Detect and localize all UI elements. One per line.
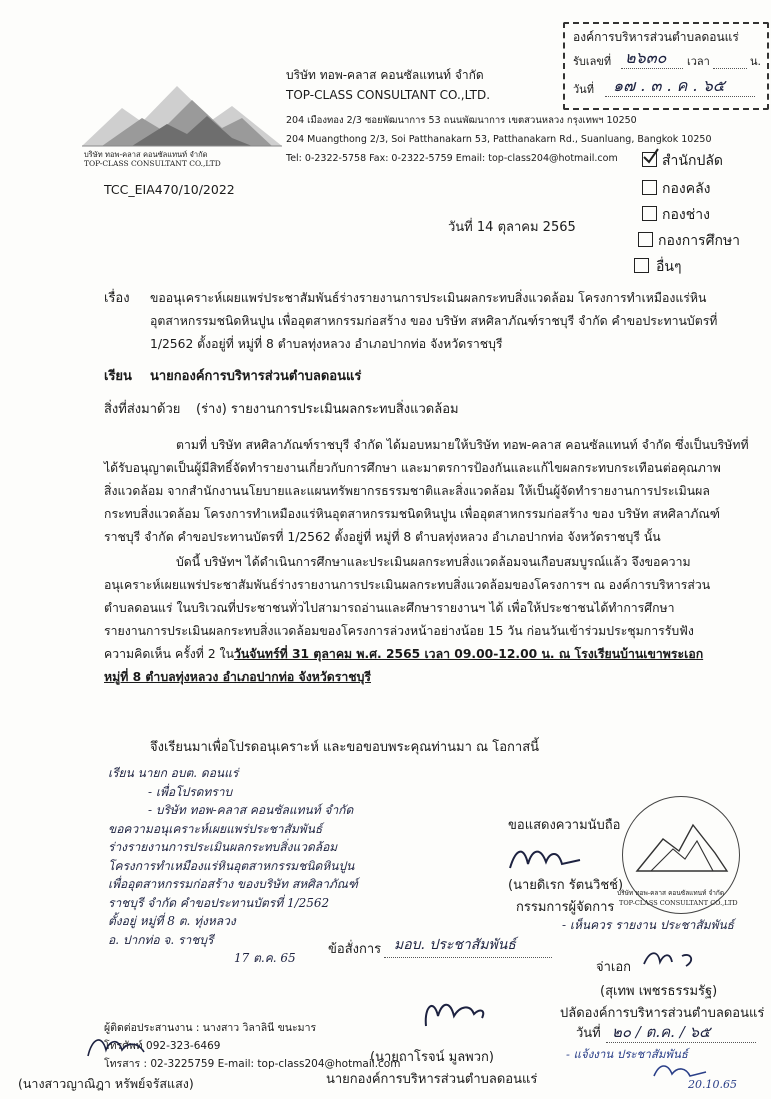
stamp-date: ๑๗ . ๓ . ค . ๖๕ (613, 76, 725, 95)
seal-mountain-icon (623, 809, 739, 879)
checkbox-education[interactable] (638, 232, 653, 247)
checkbox-finance[interactable] (642, 180, 657, 195)
to-recipient: นายกองค์การบริหารส่วนตำบลดอนแร่ (150, 369, 362, 384)
bottom-right-note: - แจ้งงาน ประชาสัมพันธ์ (566, 1047, 688, 1061)
to-label: เรียน (104, 369, 132, 384)
receipt-stamp (563, 22, 769, 110)
subject-label: เรื่อง (104, 291, 130, 306)
checkbox-office[interactable] (642, 152, 657, 167)
checkbox-label-finance: กองคลัง (662, 181, 711, 197)
para1-line-5: ราชบุรี จำกัด คำขอประทานบัตรที่ 1/2562 ตั้งอยู่ที่ หมู่ที่ 8 ตำบลทุ่งหลวง อำเภอปากท่อ จังหวัดราชบุรี นั้น (104, 530, 661, 544)
mountain-logo-icon (82, 78, 282, 148)
note-line: เรียน นายก อบต. ดอนแร่ (108, 766, 239, 780)
para2-line-5-start: ความคิดเห็น ครั้งที่ 2 ใน (104, 647, 234, 661)
contact-phone: โทรศัพท์ 092-323-6469 (104, 1040, 221, 1052)
subject-line-1: ขออนุเคราะห์เผยแพร่ประชาสัมพันธ์ร่างรายงานการประเมินผลกระทบสิ่งแวดล้อม โครงการทำเหมืองแร่หิน (150, 291, 707, 305)
note-line: ร่างรายงานการประเมินผลกระทบสิ่งแวดล้อม (108, 840, 338, 854)
checkbox-other[interactable] (634, 258, 649, 273)
enclosure-text: (ร่าง) รายงานการประเมินผลกระทบสิ่งแวดล้อม (196, 402, 459, 417)
stamp-time-label: เวลา (687, 55, 710, 68)
para1-line-3: สิ่งแวดล้อม จากสำนักงานนโยบายและแผนทรัพยากรธรรมชาติและสิ่งแวดล้อม ให้เป็นผู้จัดทำรายงานการประเมินผล (104, 484, 710, 498)
checkbox-label-office: สำนักปลัด (662, 153, 724, 169)
deputy-title: ปลัดองค์การบริหารส่วนตำบลดอนแร่ (560, 1006, 765, 1021)
note-line: - บริษัท ทอพ-คลาส คอนซัลแทนท์ จำกัด (148, 803, 354, 817)
subject-line-3: 1/2562 ตั้งอยู่ที่ หมู่ที่ 8 ตำบลทุ่งหลวง อำเภอปากท่อ จังหวัดราชบุรี (150, 337, 503, 351)
signature-clerk-icon (640, 946, 700, 972)
order-text: มอบ. ประชาสัมพันธ์ (394, 937, 516, 953)
logo-caption-th: บริษัท ทอพ-คลาส คอนซัลแทนท์ จำกัด (84, 150, 208, 159)
stamp-date-label: วันที่ (573, 83, 594, 96)
seal-caption-en: TOP-CLASS CONSULTANT CO.,LTD (619, 899, 738, 907)
para2-line-5 (104, 643, 703, 666)
note-line: โครงการทำเหมืองแร่หินอุตสาหกรรมชนิดหินปูน (108, 858, 355, 873)
meeting-location: หมู่ที่ 8 ตำบลทุ่งหลวง อำเภอปากท่อ จังหวัดราชบุรี (104, 670, 371, 684)
note-line: - เพื่อโปรดทราบ (148, 784, 233, 799)
bottom-right-date: 20.10.65 (688, 1078, 737, 1091)
closing-text: จึงเรียนมาเพื่อโปรดอนุเคราะห์ และขอขอบพระคุณท่านมา ณ โอกาสนี้ (150, 740, 540, 755)
meeting-datetime: วันจันทร์ที่ 31 ตุลาคม พ.ศ. 2565 เวลา 09.00-12.00 น. ณ โรงเรียนบ้านเขาพระเอก (233, 647, 704, 661)
checkbox-engineering[interactable] (642, 206, 657, 221)
stamp-time-suffix: น. (750, 55, 762, 68)
handwritten-note (108, 764, 358, 968)
mayor-name: (นายถาโรจน์ มูลพวก) (370, 1050, 494, 1065)
subject-line-2: อุตสาหกรรมชนิดหินปูน เพื่ออุตสาหกรรมก่อสร้าง ของ บริษัท สหศิลาภัณฑ์ราชบุรี จำกัด คำขอประทานบัตรที่ (150, 314, 718, 328)
checkmark-icon (642, 148, 660, 166)
para2-line-1: บัดนี้ บริษัทฯ ได้ดำเนินการศึกษาและประเมินผลกระทบสิ่งแวดล้อมจนเกือบสมบูรณ์แล้ว จึงขอความ (176, 555, 691, 569)
company-seal (617, 796, 740, 914)
company-logo (82, 78, 282, 168)
regards-text: ขอแสดงความนับถือ (508, 818, 621, 833)
document-reference: TCC_EIA470/10/2022 (104, 182, 235, 197)
checkbox-label-education: กองการศึกษา (658, 233, 741, 249)
order-label: ข้อสั่งการ (328, 942, 382, 957)
company-name-th: บริษัท ทอพ-คลาส คอนซัลแทนท์ จำกัด (286, 68, 484, 82)
para1-line-2: ได้รับอนุญาตเป็นผู้มีสิทธิ์จัดทำรายงานเกี่ยวกับการศึกษา และมาตรการป้องกันและแก้ไขผลกระทบกระเทือนต่อคุณภาพ (104, 461, 721, 475)
signer-name: (นายดิเรก รัตนวิชช์) (508, 878, 624, 893)
company-name-en: TOP-CLASS CONSULTANT CO.,LTD. (286, 88, 491, 102)
para1-line-1: ตามที่ บริษัท สหศิลาภัณฑ์ราชบุรี จำกัด ได้มอบหมายให้บริษัท ทอพ-คลาส คอนซัลแทนท์ จำกัด ซึ่งเป็นบริษัทที่ (176, 438, 749, 452)
note-line: ขอความอนุเคราะห์เผยแพร่ประชาสัมพันธ์ (108, 821, 323, 836)
document-date: วันที่ 14 ตุลาคม 2565 (448, 220, 576, 235)
signature-contact-icon (84, 1030, 154, 1064)
deputy-date-label: วันที่ (576, 1026, 601, 1041)
contact-fax-email: โทรสาร : 02-3225759 E-mail: top-class204@hotmail.com (104, 1058, 401, 1070)
clerk-label: จ่าเอก (596, 960, 632, 975)
seal-caption-th: บริษัท ทอพ-คลาส คอนซัลแทนท์ จำกัด (617, 889, 725, 897)
signature-director-icon (506, 840, 586, 874)
checkbox-label-other: อื่นๆ (656, 259, 682, 275)
company-address-th: 204 เมืองทอง 2/3 ซอยพัฒนาการ 53 ถนนพัฒนาการ เขตสวนหลวง กรุงเทพฯ 10250 (286, 115, 637, 126)
contact-person: ผู้ติดต่อประสานงาน : นางสาว วิลาลินี ขนะมาร (104, 1022, 317, 1034)
para2-line-3: ตำบลดอนแร่ ในบริเวณที่ประชาชนทั่วไปสามารถอ่านและศึกษารายงานฯ ได้ เพื่อให้ประชาชนได้ทำการศึกษา (104, 601, 675, 615)
company-address-en: 204 Muangthong 2/3, Soi Patthanakarn 53, Patthanakarn Rd., Suanluang, Bangkok 10250 (286, 134, 712, 145)
mayor-title: นายกองค์การบริหารส่วนตำบลดอนแร่ (326, 1072, 538, 1087)
deputy-name: (สุเทพ เพชรธรรมรัฐ) (600, 984, 718, 999)
note-line: ราชบุรี จำกัด คำขอประทานบัตรที่ 1/2562 (108, 895, 330, 910)
checkbox-label-engineering: กองช่าง (662, 207, 710, 223)
stamp-org: องค์การบริหารส่วนตำบลดอนแร่ (573, 30, 739, 44)
note-line: 17 ต.ค. 65 (234, 951, 296, 965)
para1-line-4: กระทบสิ่งแวดล้อม โครงการทำเหมืองแร่หินอุตสาหกรรมชนิดหินปูน เพื่ออุตสาหกรรมก่อสร้าง ของ บริษัท สหศิลาภัณฑ์ (104, 507, 721, 521)
para2-line-2: อนุเคราะห์เผยแพร่ประชาสัมพันธ์ร่างรายงานการประเมินผลกระทบสิ่งแวดล้อมของโครงการฯ ณ องค์การบริหารส่วน (104, 578, 711, 592)
enclosure-label: สิ่งที่ส่งมาด้วย (104, 402, 181, 417)
note-line: อ. ปากท่อ จ. ราชบุรี (108, 932, 214, 947)
signer-title: กรรมการผู้จัดการ (516, 900, 615, 915)
para2-line-4: รายงานการประเมินผลกระทบสิ่งแวดล้อมของโครงการล่วงหน้าอย่างน้อย 15 วัน ก่อนวันเข้าร่วมประชุมการรับฟัง (104, 624, 694, 638)
company-contact: Tel: 0-2322-5758 Fax: 0-2322-5759 Email: top-class204@hotmail.com (286, 153, 618, 164)
signature-mayor-icon (420, 992, 500, 1032)
note-line: ตั้งอยู่ หมู่ที่ 8 ต. ทุ่งหลวง (108, 914, 236, 928)
note-line: เพื่ออุตสาหกรรมก่อสร้าง ของบริษัท สหศิลาภัณฑ์ (108, 877, 358, 891)
stamp-received-no: ๒๖๓๐ (625, 48, 667, 67)
logo-caption-en: TOP-CLASS CONSULTANT CO.,LTD (84, 159, 221, 168)
deputy-date: ๒๐ / ต.ค. / ๖๕ (612, 1023, 711, 1041)
right-handwritten-note: - เห็นควร รายงาน ประชาสัมพันธ์ (562, 918, 735, 932)
bottom-left-name: (นางสาวญาณิฎา หรัพย์จรัสแสง) (18, 1076, 194, 1091)
stamp-received-no-label: รับเลขที่ (573, 55, 612, 68)
